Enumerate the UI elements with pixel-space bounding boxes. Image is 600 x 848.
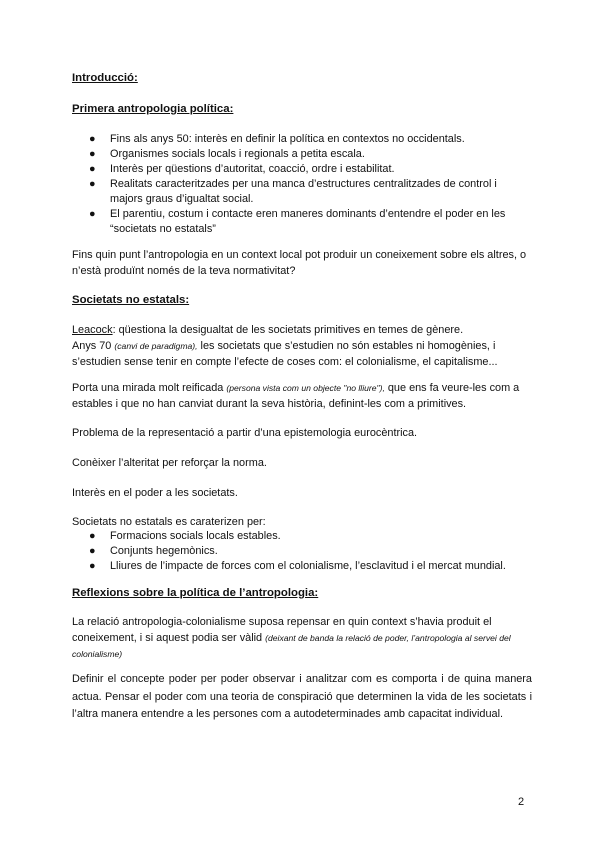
page-number: 2 bbox=[518, 796, 525, 808]
bullet-list-societats bbox=[72, 529, 532, 574]
section-heading-reflexions: Reflexions sobre la política de l’antropologia: bbox=[72, 587, 319, 599]
paragraph-leacock: Leacock: qüestiona la desigualtat de les societats primitives en temes de gènere. Anys 70 (canvi de paradigma), les societats que s’estudien no són estables ni homogènies, i s’estudien sense tenir en compte l’efecte de coses com: el colonialisme, el capitalisme... bbox=[72, 324, 498, 368]
list-item: ● El parentiu, costum i contacte eren maneres dominants d’entendre el poder en les “societats no estatals” bbox=[89, 208, 506, 235]
list-item: ● Lliures de l’impacte de forces com el colonialisme, l’esclavitud i el mercat mundial. bbox=[89, 560, 506, 572]
section-heading-primera: Primera antropologia política: bbox=[72, 103, 234, 115]
paragraph-mirada: Porta una mirada molt reificada (persona vista com un objecte "no lliure"), que ens fa veure-les com a estables i que no han canviat durant la seva història, definint-les com a primitives. bbox=[72, 382, 520, 410]
paragraph-coneixer: Conèixer l’alteritat per reforçar la norma. bbox=[72, 457, 267, 469]
section-heading-societats: Societats no estatals: bbox=[72, 294, 190, 306]
page-title: Introducció: bbox=[72, 72, 138, 84]
bullet-icon: ● bbox=[89, 545, 96, 557]
bullet-icon: ● bbox=[89, 133, 96, 145]
list-item: ● Fins als anys 50: interès en definir la política en contextos no occidentals. bbox=[89, 133, 465, 145]
list-item: ● Realitats caracteritzades per una manca d’estructures centralitzades de control i majors graus d’igualtat social. bbox=[89, 178, 497, 205]
list-item: ● Interès per qüestions d’autoritat, coacció, ordre i estabilitat. bbox=[89, 163, 395, 175]
paragraph-relacio: La relació antropologia-colonialisme suposa repensar en quin context s’havia produit el coneixement, i si aquest podia ser vàlid (deixant de banda la relació de poder, l’antropologia al servei del colonialisme) bbox=[72, 616, 511, 659]
bullet-icon: ● bbox=[89, 208, 96, 220]
list-intro: Societats no estatals es caraterizen per: bbox=[72, 516, 266, 528]
paragraph-interes: Interès en el poder a les societats. bbox=[72, 487, 238, 499]
bullet-icon: ● bbox=[89, 148, 96, 160]
list-item: ● Formacions socials locals estables. bbox=[89, 530, 281, 542]
list-item: ● Conjunts hegemònics. bbox=[89, 545, 218, 557]
anys-note: (canvi de paradigma), bbox=[114, 341, 198, 351]
bullet-icon: ● bbox=[89, 560, 96, 572]
bullet-icon: ● bbox=[89, 178, 96, 190]
list-item: ● Organismes socials locals i regionals a petita escala. bbox=[89, 148, 365, 160]
paragraph-poder: Definir el concepte poder per poder observar i analitzar com es comporta i de quina manera actua. Pensar el poder com una teoria de conspiració que determinen la vida de les societats i l’altra manera entendre a les persones com a autodeterminades amb capacitat individual. bbox=[72, 673, 532, 720]
bullet-list-primera bbox=[72, 132, 532, 237]
paragraph-coneixement: Fins quin punt l’antropologia en un context local pot produir un coneixement sobre els altres, o n’està produïnt només de la teva normativitat? bbox=[72, 249, 527, 277]
bullet-icon: ● bbox=[89, 163, 96, 175]
mirada-note: (persona vista com un objecte "no lliure"), bbox=[226, 383, 385, 393]
relacio-note: (deixant de banda la relació de poder, l’antropologia al servei del colonialisme) bbox=[72, 633, 511, 659]
bullet-icon: ● bbox=[89, 530, 96, 542]
paragraph-problema: Problema de la representació a partir d’una epistemologia eurocèntrica. bbox=[72, 427, 418, 439]
leacock-name: Leacock bbox=[72, 324, 113, 336]
